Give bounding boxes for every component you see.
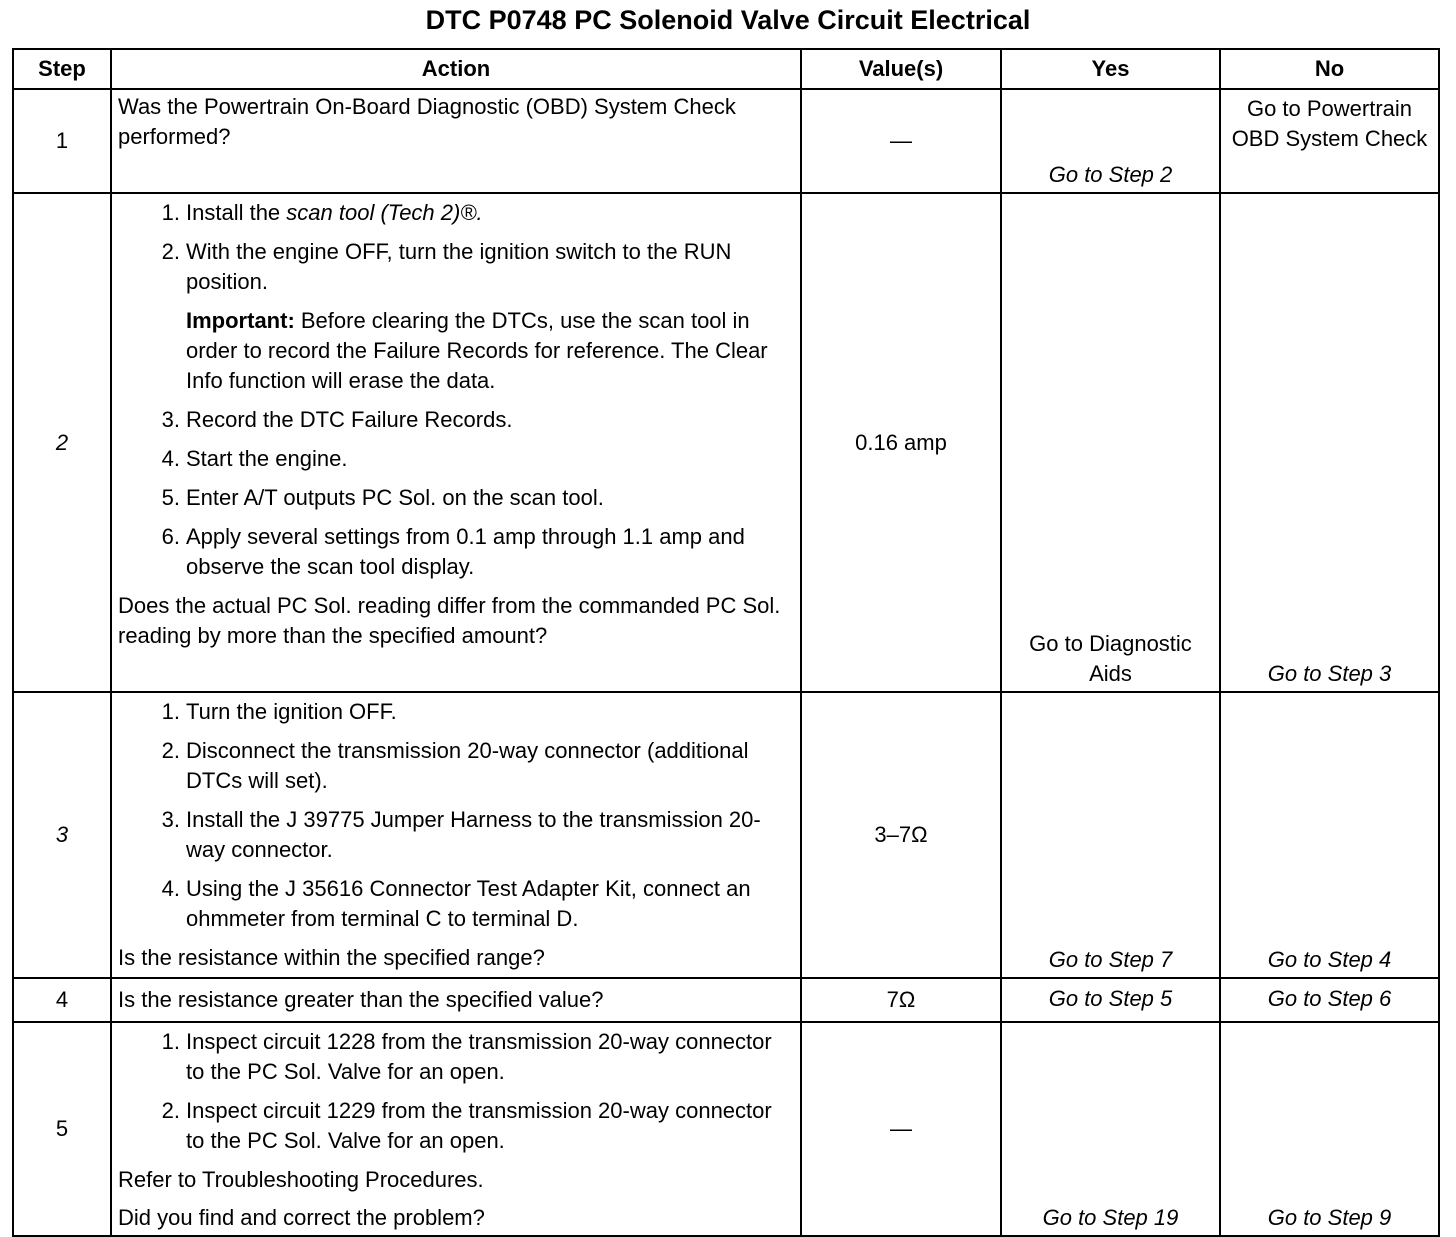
- yes-link[interactable]: Go to Step 7: [1001, 692, 1220, 978]
- value-cell: 3–7Ω: [801, 692, 1001, 978]
- step-number: 3: [13, 692, 111, 978]
- action-refer: Refer to Troubleshooting Procedures.: [118, 1167, 484, 1192]
- diagnostic-table: [12, 48, 1440, 1237]
- action-question: Was the Powertrain On-Board Diagnostic (OBD) System Check performed?: [118, 94, 736, 149]
- action-list: [118, 198, 796, 297]
- table-row: [13, 692, 1439, 978]
- action-question: Is the resistance greater than the specified value?: [118, 987, 604, 1012]
- header-yes: Yes: [1001, 49, 1220, 89]
- table-row: [13, 1022, 1439, 1236]
- step-number: 2: [13, 193, 111, 692]
- header-no: No: [1220, 49, 1439, 89]
- item-number: 2.: [161, 738, 180, 763]
- yes-link[interactable]: Go to Step 5: [1001, 978, 1220, 1022]
- list-item: [118, 522, 796, 582]
- table-row: [13, 193, 1439, 692]
- list-item: [118, 405, 796, 435]
- value-cell: 0.16 amp: [801, 193, 1001, 692]
- header-action: Action: [111, 49, 801, 89]
- action-cell: [111, 1022, 801, 1236]
- item-emphasis: scan tool (Tech 2)®.: [286, 200, 483, 225]
- step-number: 1: [13, 89, 111, 193]
- item-number: 2.: [161, 239, 180, 264]
- item-text: Inspect circuit 1229 from the transmission 20-way connector to the PC Sol. Valve for an open.: [186, 1098, 772, 1153]
- list-item: [118, 697, 796, 727]
- action-list: [118, 1027, 796, 1156]
- yes-link[interactable]: Go to Step 2: [1001, 89, 1220, 193]
- item-text: Start the engine.: [186, 446, 348, 471]
- table-row: [13, 978, 1439, 1022]
- list-item: [118, 736, 796, 796]
- item-number: 5.: [161, 485, 180, 510]
- action-question: Is the resistance within the specified range?: [118, 945, 545, 970]
- list-item: [118, 874, 796, 934]
- header-values: Value(s): [801, 49, 1001, 89]
- no-link[interactable]: Go to Step 9: [1220, 1022, 1439, 1236]
- yes-link[interactable]: Go to Step 19: [1001, 1022, 1220, 1236]
- table-row: [13, 89, 1439, 193]
- action-cell: [111, 89, 801, 193]
- no-link[interactable]: Go to Powertrain OBD System Check: [1220, 89, 1439, 193]
- item-number: 1.: [161, 699, 180, 724]
- header-row: [13, 49, 1439, 89]
- no-link[interactable]: Go to Step 3: [1220, 193, 1439, 692]
- item-number: 2.: [161, 1098, 180, 1123]
- item-number: 3.: [161, 807, 180, 832]
- list-item: [118, 237, 796, 297]
- action-cell: [111, 193, 801, 692]
- item-text: Disconnect the transmission 20-way connector (additional DTCs will set).: [186, 738, 749, 793]
- list-item: [118, 1027, 796, 1087]
- note-label: Important:: [186, 308, 295, 333]
- item-text: Inspect circuit 1228 from the transmission 20-way connector to the PC Sol. Valve for an open.: [186, 1029, 772, 1084]
- list-item: [118, 198, 796, 228]
- item-text: Record the DTC Failure Records.: [186, 407, 513, 432]
- list-item: [118, 1096, 796, 1156]
- action-list: [118, 405, 796, 582]
- item-number: 1.: [161, 1029, 180, 1054]
- yes-link[interactable]: Go to Diagnostic Aids: [1001, 193, 1220, 692]
- item-text: Enter A/T outputs PC Sol. on the scan tool.: [186, 485, 604, 510]
- list-item: [118, 483, 796, 513]
- item-text: Install the J 39775 Jumper Harness to the transmission 20-way connector.: [186, 807, 761, 862]
- item-number: 6.: [161, 524, 180, 549]
- action-cell: [111, 692, 801, 978]
- action-question: Does the actual PC Sol. reading differ from the commanded PC Sol. reading by more than the specified amount?: [118, 593, 781, 648]
- action-list: [118, 697, 796, 934]
- action-cell: [111, 978, 801, 1022]
- item-text: Install the: [186, 200, 287, 225]
- no-link[interactable]: Go to Step 4: [1220, 692, 1439, 978]
- action-question: Did you find and correct the problem?: [118, 1205, 485, 1230]
- item-text: With the engine OFF, turn the ignition switch to the RUN position.: [186, 239, 732, 294]
- item-number: 4.: [161, 446, 180, 471]
- note-text: Before clearing the DTCs, use the scan tool in order to record the Failure Records for reference. The Clear Info function will erase the data.: [186, 308, 768, 393]
- value-cell: —: [801, 89, 1001, 193]
- value-cell: —: [801, 1022, 1001, 1236]
- no-link[interactable]: Go to Step 6: [1220, 978, 1439, 1022]
- list-item: [118, 805, 796, 865]
- item-text: Turn the ignition OFF.: [186, 699, 397, 724]
- value-cell: 7Ω: [801, 978, 1001, 1022]
- list-item: [118, 444, 796, 474]
- item-text: Using the J 35616 Connector Test Adapter Kit, connect an ohmmeter from terminal C to terminal D.: [186, 876, 751, 931]
- item-text: Apply several settings from 0.1 amp through 1.1 amp and observe the scan tool display.: [186, 524, 745, 579]
- header-step: Step: [13, 49, 111, 89]
- page-title: DTC P0748 PC Solenoid Valve Circuit Electrical: [425, 5, 1031, 35]
- item-number: 1.: [161, 200, 180, 225]
- item-number: 4.: [161, 876, 180, 901]
- item-number: 3.: [161, 407, 180, 432]
- step-number: 5: [13, 1022, 111, 1236]
- step-number: 4: [13, 978, 111, 1022]
- important-note: [118, 306, 796, 396]
